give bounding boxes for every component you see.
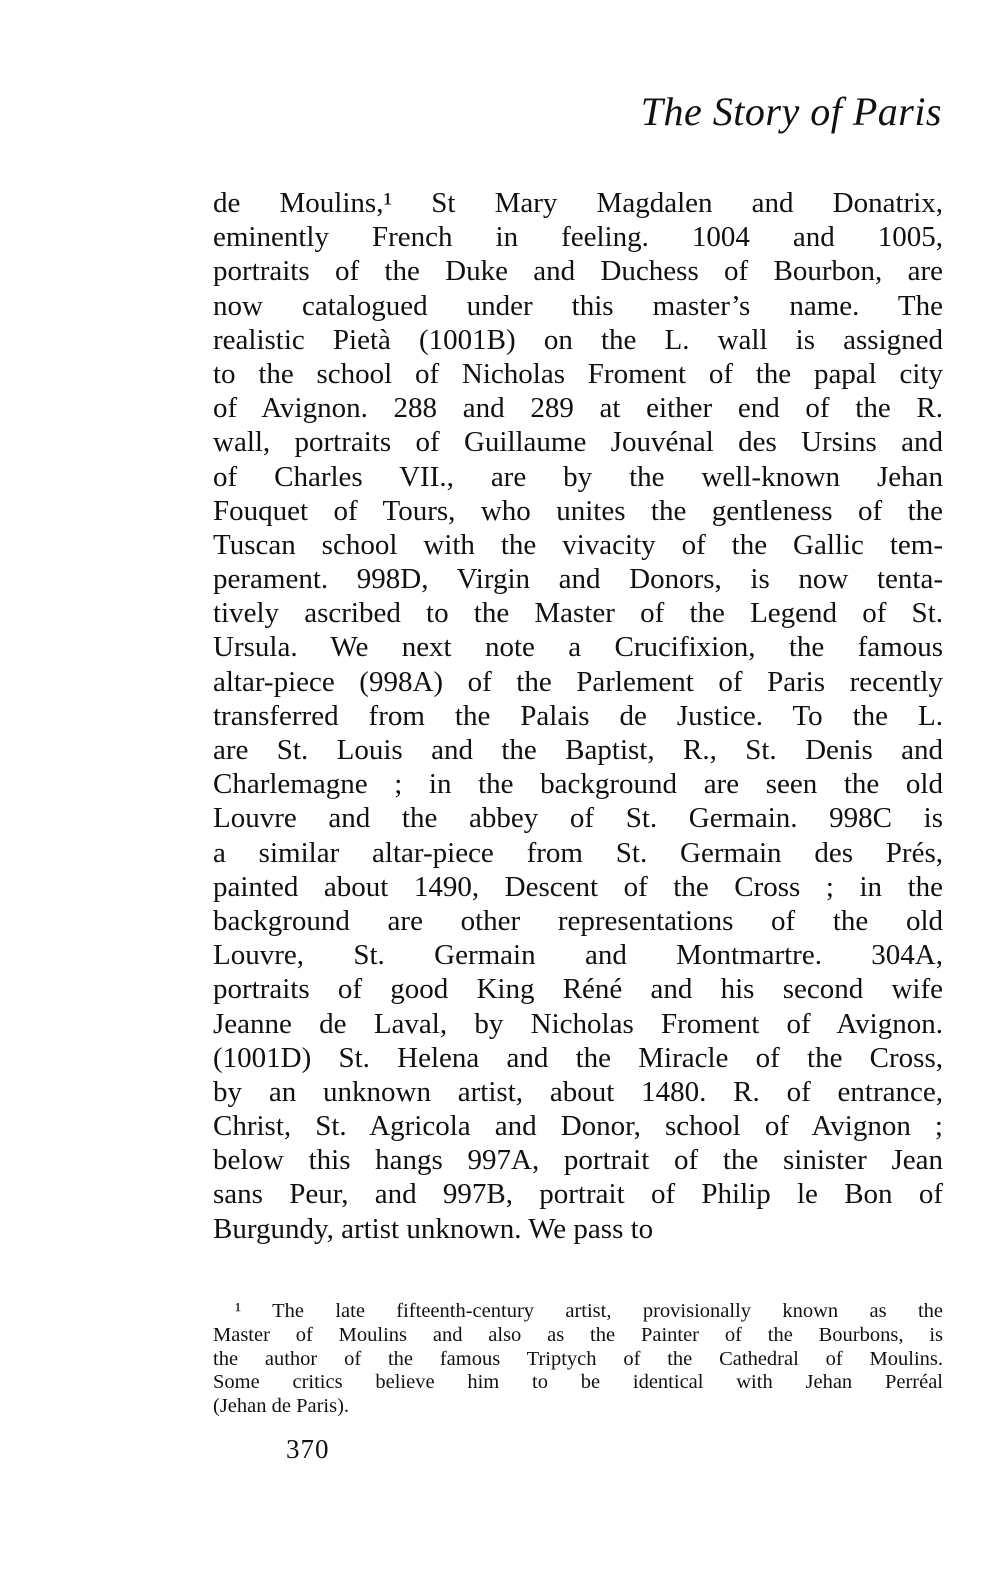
- body-line: Louvre, St. Germain and Montmartre. 304A,: [213, 939, 943, 972]
- body-line: painted about 1490, Descent of the Cross ; in the: [213, 870, 943, 903]
- body-line: a similar altar-piece from St. Germain des Prés,: [213, 836, 943, 869]
- body-line: perament. 998D, Virgin and Donors, is now tenta-: [213, 563, 943, 596]
- footnote-line: ¹ The late fifteenth-century artist, provisionally known as the: [235, 1300, 943, 1322]
- body-line: Fouquet of Tours, who unites the gentleness of the: [213, 494, 943, 527]
- body-text: [213, 186, 943, 1246]
- running-title: The Story of Paris: [640, 89, 942, 134]
- body-line: eminently French in feeling. 1004 and 1005,: [213, 221, 943, 254]
- body-line: de Moulins,¹ St Mary Magdalen and Donatrix,: [213, 187, 943, 219]
- body-line: tively ascribed to the Master of the Legend of St.: [213, 597, 943, 630]
- body-line: Christ, St. Agricola and Donor, school of Avignon ;: [213, 1110, 943, 1143]
- body-line: background are other representations of the old: [213, 904, 943, 937]
- footnote-line: Master of Moulins and also as the Painter of the Bourbons, is: [213, 1323, 943, 1346]
- page-number: 370: [286, 1434, 330, 1464]
- body-line: portraits of the Duke and Duchess of Bourbon, are: [213, 255, 943, 288]
- body-line: altar-piece (998A) of the Parlement of Paris recently: [213, 665, 943, 698]
- footnote-line: the author of the famous Triptych of the Cathedral of Moulins.: [213, 1347, 943, 1370]
- body-line: sans Peur, and 997B, portrait of Philip le Bon of: [213, 1178, 943, 1211]
- body-line: of Charles VII., are by the well-known Jehan: [213, 460, 943, 493]
- body-line: are St. Louis and the Baptist, R., St. Denis and: [213, 734, 943, 766]
- footnote: [213, 1300, 943, 1419]
- body-line: portraits of good King Réné and his second wife: [213, 973, 943, 1006]
- body-line: Charlemagne ; in the background are seen the old: [213, 768, 943, 801]
- footnote-line: Some critics believe him to be identical with Jehan Perréal: [213, 1371, 943, 1394]
- body-line: now catalogued under this master’s name. The: [213, 289, 943, 322]
- body-line: of Avignon. 288 and 289 at either end of the R.: [213, 392, 943, 425]
- body-line: Tuscan school with the vivacity of the Gallic tem-: [213, 528, 943, 561]
- body-line: (1001D) St. Helena and the Miracle of the Cross,: [213, 1041, 943, 1074]
- body-line: Burgundy, artist unknown. We pass to: [213, 1212, 654, 1245]
- body-line: wall, portraits of Guillaume Jouvénal des Ursins and: [213, 426, 943, 459]
- body-line: Louvre and the abbey of St. Germain. 998C is: [213, 802, 943, 835]
- footnote-line: (Jehan de Paris).: [213, 1395, 350, 1418]
- body-line: Jeanne de Laval, by Nicholas Froment of Avignon.: [213, 1007, 943, 1040]
- body-line: by an unknown artist, about 1480. R. of entrance,: [213, 1075, 943, 1108]
- body-line: below this hangs 997A, portrait of the sinister Jean: [213, 1144, 943, 1177]
- body-line: realistic Pietà (1001B) on the L. wall is assigned: [213, 323, 943, 356]
- body-line: to the school of Nicholas Froment of the papal city: [213, 357, 943, 390]
- body-line: transferred from the Palais de Justice. To the L.: [213, 699, 943, 732]
- body-line: Ursula. We next note a Crucifixion, the famous: [213, 631, 943, 664]
